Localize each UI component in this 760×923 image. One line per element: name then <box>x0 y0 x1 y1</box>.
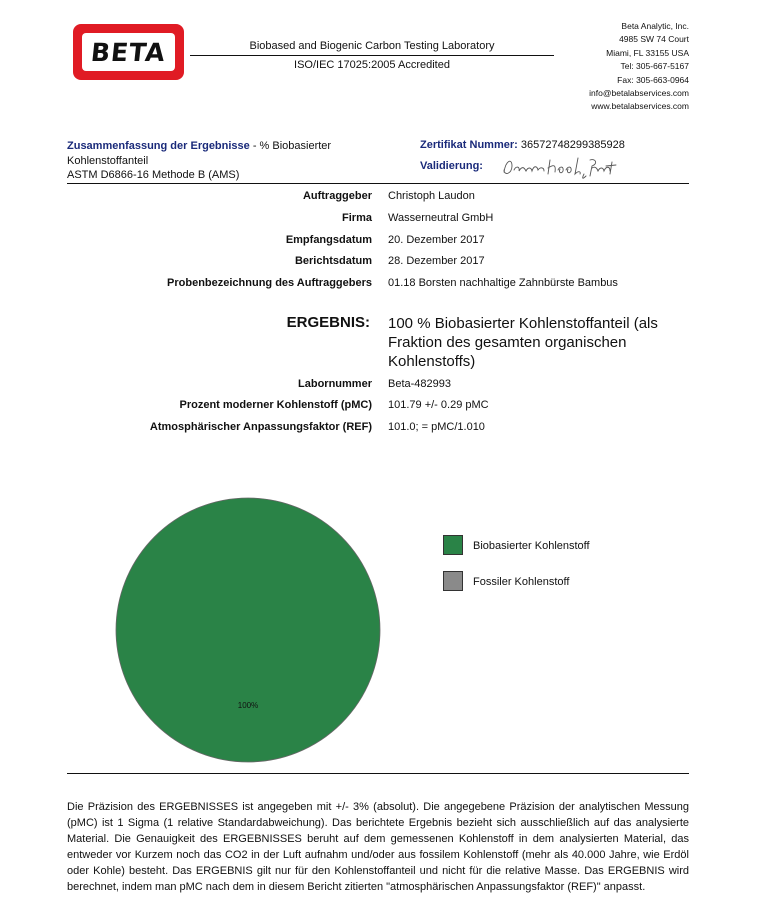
report-date-value: 28. Dezember 2017 <box>388 255 485 267</box>
pmc-value: 101.79 +/- 0.29 pMC <box>388 399 489 411</box>
validation <box>420 160 483 172</box>
received-date-value: 20. Dezember 2017 <box>388 234 485 246</box>
lab-number-value: Beta-482993 <box>388 378 451 390</box>
signature <box>500 152 618 182</box>
website-link[interactable]: www.betalabservices.com <box>591 101 689 112</box>
logo-text: BETA <box>89 37 168 67</box>
company-value: Wasserneutral GmbH <box>388 212 494 224</box>
received-date-label: Empfangsdatum <box>285 234 372 246</box>
certificate <box>420 139 625 151</box>
certificate-label: Zertifikat Nummer: <box>420 139 518 151</box>
fax: Fax: 305-663-0964 <box>617 74 689 85</box>
sample-id-value: 01.18 Borsten nachhaltige Zahnbürste Bambus <box>388 277 618 289</box>
summary-subtitle: - % Biobasierter Kohlenstoffanteil <box>67 140 332 167</box>
beta-logo <box>73 24 184 80</box>
legend-swatch-fossil <box>443 571 463 591</box>
client-label: Auftraggeber <box>302 190 372 202</box>
summary-method: ASTM D6866-16 Methode B (AMS) <box>67 169 240 181</box>
legend-label-fossil: Fossiler Kohlenstoff <box>473 576 570 588</box>
pie-slice-biobased <box>116 498 380 762</box>
legend-swatch-biobased <box>443 535 463 555</box>
pie-slice-label: 100% <box>237 701 259 710</box>
address-block <box>589 20 689 114</box>
report-date-label: Berichtsdatum <box>294 255 372 267</box>
disclaimer-text: Die Präzision des ERGEBNISSES ist angegeben mit +/- 3% (absolut). Die angegebene Präzision der analytischen Messung (pMC) ist 1 Sigma (1 relative Standardabweichung). Das berichtete Ergebnis bezieht sich ausschließlich auf das analysierte Material. Die Genauigkeit des ERGEBNISSES beruht auf dem gemessenen Kohlenstoff in dem analysierten Material, das entweder vor Kurzem noch das CO2 in der Luft aufnahm und/oder aus fossilem Kohlenstoff (mehr als 40.000 Jahre, wie Erdöl oder Kohle) besteht. Das ERGEBNIS gilt nur für den Kohlenstoffanteil und nicht für die relative Masse. Das ERGEBNIS wird berechnet, indem man pMC nach dem in diesem Bericht zitierten "atmosphärischen Anpassungsfaktor (REF)" anpasst. <box>67 801 689 893</box>
lab-name: Biobased and Biogenic Carbon Testing Laboratory <box>249 40 495 52</box>
lab-number-label: Labornummer <box>298 378 372 390</box>
carbon-pie-chart <box>100 490 400 770</box>
client-value: Christoph Laudon <box>388 190 475 202</box>
result-label: ERGEBNIS: <box>286 314 370 331</box>
street: 4985 SW 74 Court <box>619 34 689 45</box>
phone: Tel: 305-667-5167 <box>620 61 689 72</box>
certificate-number: 36572748299385928 <box>520 139 625 151</box>
summary-title: Zusammenfassung der Ergebnisse <box>67 140 250 152</box>
ref-factor-value: 101.0; = pMC/1.010 <box>388 421 485 433</box>
city: Miami, FL 33155 USA <box>606 47 689 58</box>
validation-label: Validierung: <box>420 160 483 172</box>
logo-inner <box>82 33 175 71</box>
pmc-label: Prozent moderner Kohlenstoff (pMC) <box>179 399 372 411</box>
email-link[interactable]: info@betalabservices.com <box>589 88 689 99</box>
result-value: 100 % Biobasierter Kohlenstoffanteil (als Fraktion des gesamten organischen Kohlenstoffs) <box>388 315 658 370</box>
accreditation: ISO/IEC 17025:2005 Accredited <box>294 59 450 71</box>
summary-heading <box>67 139 367 183</box>
company-name: Beta Analytic, Inc. <box>621 21 689 31</box>
footer-divider <box>67 773 689 774</box>
sample-id-label: Probenbezeichnung des Auftraggebers <box>167 277 372 289</box>
company-label: Firma <box>342 212 372 224</box>
ref-factor-label: Atmosphärischer Anpassungsfaktor (REF) <box>149 421 372 433</box>
summary-divider <box>67 183 689 184</box>
header-divider <box>190 55 554 56</box>
legend-label-biobased: Biobasierter Kohlenstoff <box>473 540 590 552</box>
